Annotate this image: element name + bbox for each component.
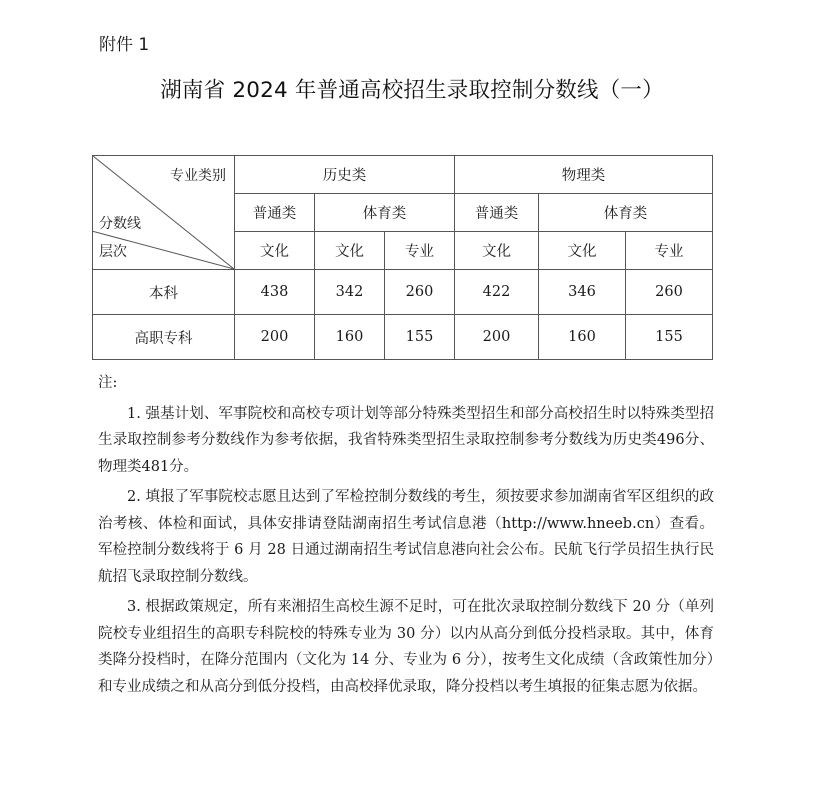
category-history: 历史类 [235,156,455,194]
score-cell: 422 [455,270,539,315]
category-physics: 物理类 [455,156,713,194]
page-title: 湖南省 2024 年普通高校招生录取控制分数线（一） [160,78,664,103]
score-cell: 346 [539,270,626,315]
subcategory-cell: 普通类 [235,194,315,232]
score-table [92,155,713,360]
table-row [93,315,713,360]
subject-cell: 文化 [235,232,315,270]
subcategory-cell: 普通类 [455,194,539,232]
corner-header-cell [93,156,235,270]
score-cell: 438 [235,270,315,315]
score-cell: 200 [455,315,539,360]
corner-label-score: 分数线 [99,216,141,232]
score-cell: 155 [626,315,713,360]
subject-cell: 文化 [539,232,626,270]
score-cell: 160 [539,315,626,360]
note-item: 2. 填报了军事院校志愿且达到了军检控制分数线的考生，须按要求参加湖南省军区组织的政治考核、体检和面试，具体安排请登陆湖南招生考试信息港（http://www.hneeb.cn）查看。军检控制分数线将于 6 月 28 日通过湖南招生考试信息港向社会公布。民航飞行学员招生执行民航招飞录取控制分数线。 [98,489,714,585]
score-cell: 200 [235,315,315,360]
subject-cell: 专业 [385,232,455,270]
score-cell: 260 [626,270,713,315]
corner-label-level: 层次 [99,244,127,260]
subcategory-cell: 体育类 [539,194,713,232]
table-row [93,270,713,315]
score-cell: 260 [385,270,455,315]
corner-label-category: 专业类别 [170,168,226,184]
row-level-label: 本科 [93,270,235,315]
subject-cell: 专业 [626,232,713,270]
notes-section [98,370,714,704]
score-cell: 342 [315,270,385,315]
note-item: 3. 根据政策规定，所有来湘招生高校生源不足时，可在批次录取控制分数线下 20 分（单列院校专业组招生的高职专科院校的特殊专业为 30 分）以内从高分到低分投档录取。其中，体育类降分投档时，在降分范围内（文化为 14 分、专业为 6 分），按考生文化成绩（含政策性加分）和专业成绩之和从高分到低分投档，由高校择优录取，降分投档以考生填报的征集志愿为依据。 [98,599,714,695]
subject-cell: 文化 [455,232,539,270]
score-cell: 155 [385,315,455,360]
subcategory-cell: 体育类 [315,194,455,232]
notes-label: 注: [98,375,118,391]
subject-cell: 文化 [315,232,385,270]
score-cell: 160 [315,315,385,360]
row-level-label: 高职专科 [93,315,235,360]
note-item: 1. 强基计划、军事院校和高校专项计划等部分特殊类型招生和部分高校招生时以特殊类型招生录取控制参考分数线作为参考依据，我省特殊类型招生录取控制参考分数线为历史类496分、物理类481分。 [98,405,714,475]
attachment-label: 附件 1 [99,35,150,55]
